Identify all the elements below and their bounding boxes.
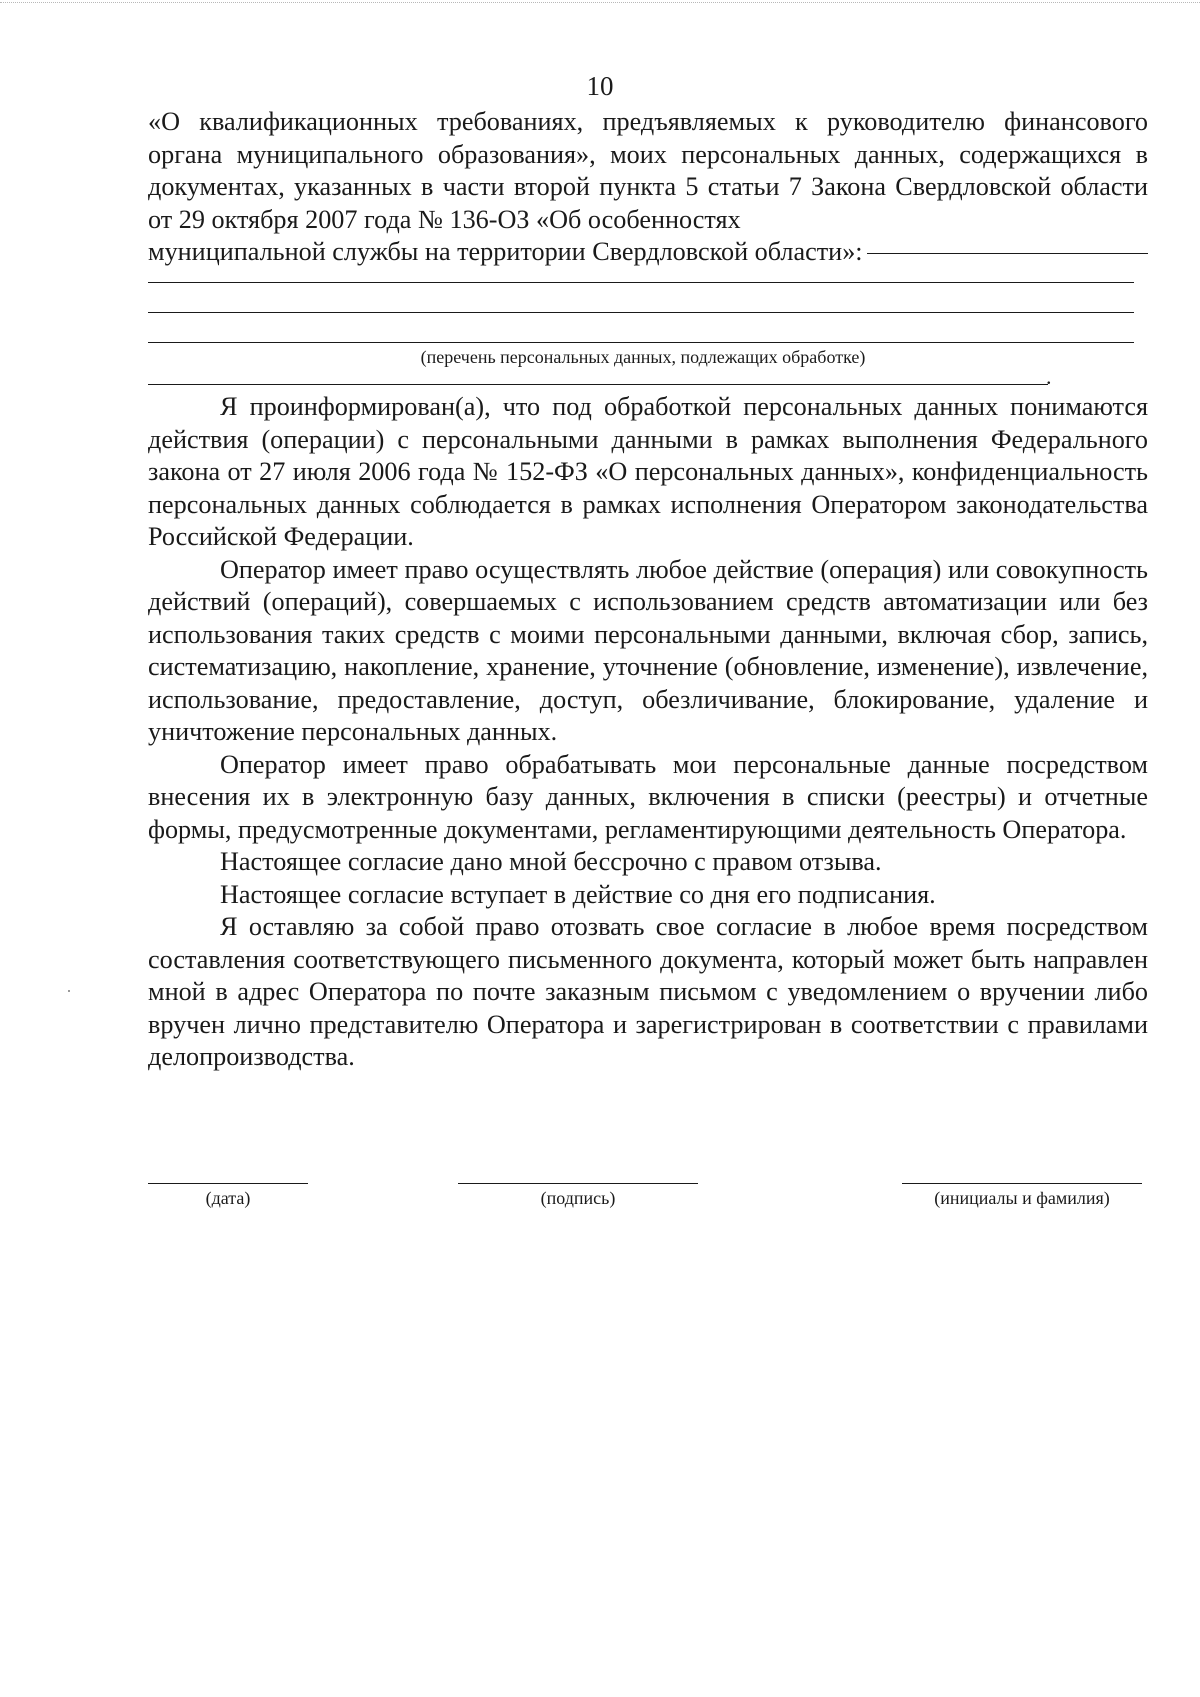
intro-paragraph xyxy=(148,106,1148,269)
paragraph-term: Настоящее согласие дано мной бессрочно с правом отзыва. xyxy=(220,847,882,876)
fill-in-line-4[interactable] xyxy=(148,384,1048,385)
signature-line[interactable] xyxy=(458,1183,698,1184)
intro-last-line-text: муниципальной службы на территории Свердловской области»: xyxy=(148,237,863,266)
page-number: 10 xyxy=(586,71,614,101)
paragraph-revocation: Я оставляю за собой право отозвать свое согласие в любое время посредством составления соответствующего письменного документа, который может быть направлен мной в адрес Оператора по почте заказным письмом с уведомлением о вручении либо вручен лично представителю Оператора и зарегистрирован в соответствии с правилами делопроизводства. xyxy=(148,912,1148,1071)
date-line[interactable] xyxy=(148,1183,308,1184)
list-end-mark: . xyxy=(1046,364,1052,389)
name-line[interactable] xyxy=(902,1183,1142,1184)
signature-caption: (подпись) xyxy=(540,1188,616,1208)
paragraph-operator-processing: Оператор имеет право обрабатывать мои персональные данные посредством внесения их в электронную базу данных, включения в списки (реестры) и отчетные формы, предусмотренные документами, регламентирующими деятельность Оператора. xyxy=(148,749,1148,844)
fill-in-line-1[interactable] xyxy=(148,282,1134,283)
consent-body xyxy=(148,391,1148,1074)
paragraph-informed: Я проинформирован(а), что под обработкой персональных данных понимаются действия (операции) с персональными данными в рамках выполнения Федерального закона от 27 июля 2006 года № 152-ФЗ «О персональных данных», конфиденциальность персональных данных соблюдается в рамках исполнения Оператором законодательства Российской Федерации. xyxy=(148,392,1148,551)
date-caption: (дата) xyxy=(205,1188,251,1208)
paragraph-operator-actions: Оператор имеет право осуществлять любое действие (операция) или совокупность действий (операций), совершаемых с использованием средств автоматизации или без использования таких средств с моими персональными данными, включая сбор, запись, систематизацию, накопление, хранение, уточнение (обновление, изменение), извлечение, использование, предоставление, доступ, обезличивание, блокирование, удаление и уничтожение персональных данных. xyxy=(148,554,1148,746)
fill-in-line-3[interactable] xyxy=(148,342,1134,343)
scan-edge-artifact xyxy=(0,2,1200,3)
intro-last-line xyxy=(148,236,1148,269)
name-caption: (инициалы и фамилия) xyxy=(934,1188,1110,1208)
paragraph-effective: Настоящее согласие вступает в действие со дня его подписания. xyxy=(220,879,936,909)
fill-in-line-2[interactable] xyxy=(148,312,1134,313)
list-caption: (перечень персональных данных, подлежащих обработке) xyxy=(420,347,866,367)
fill-in-line-inline[interactable] xyxy=(867,253,1148,254)
intro-text: «О квалификационных требованиях, предъявляемых к руководителю финансового органа муниципального образования», моих персональных данных, содержащихся в документах, указанных в части второй пункта 5 статьи 7 Закона Свердловской области от 29 октября 2007 года № 136-ОЗ «Об особенностях xyxy=(148,107,1148,234)
scan-speck xyxy=(68,990,70,992)
